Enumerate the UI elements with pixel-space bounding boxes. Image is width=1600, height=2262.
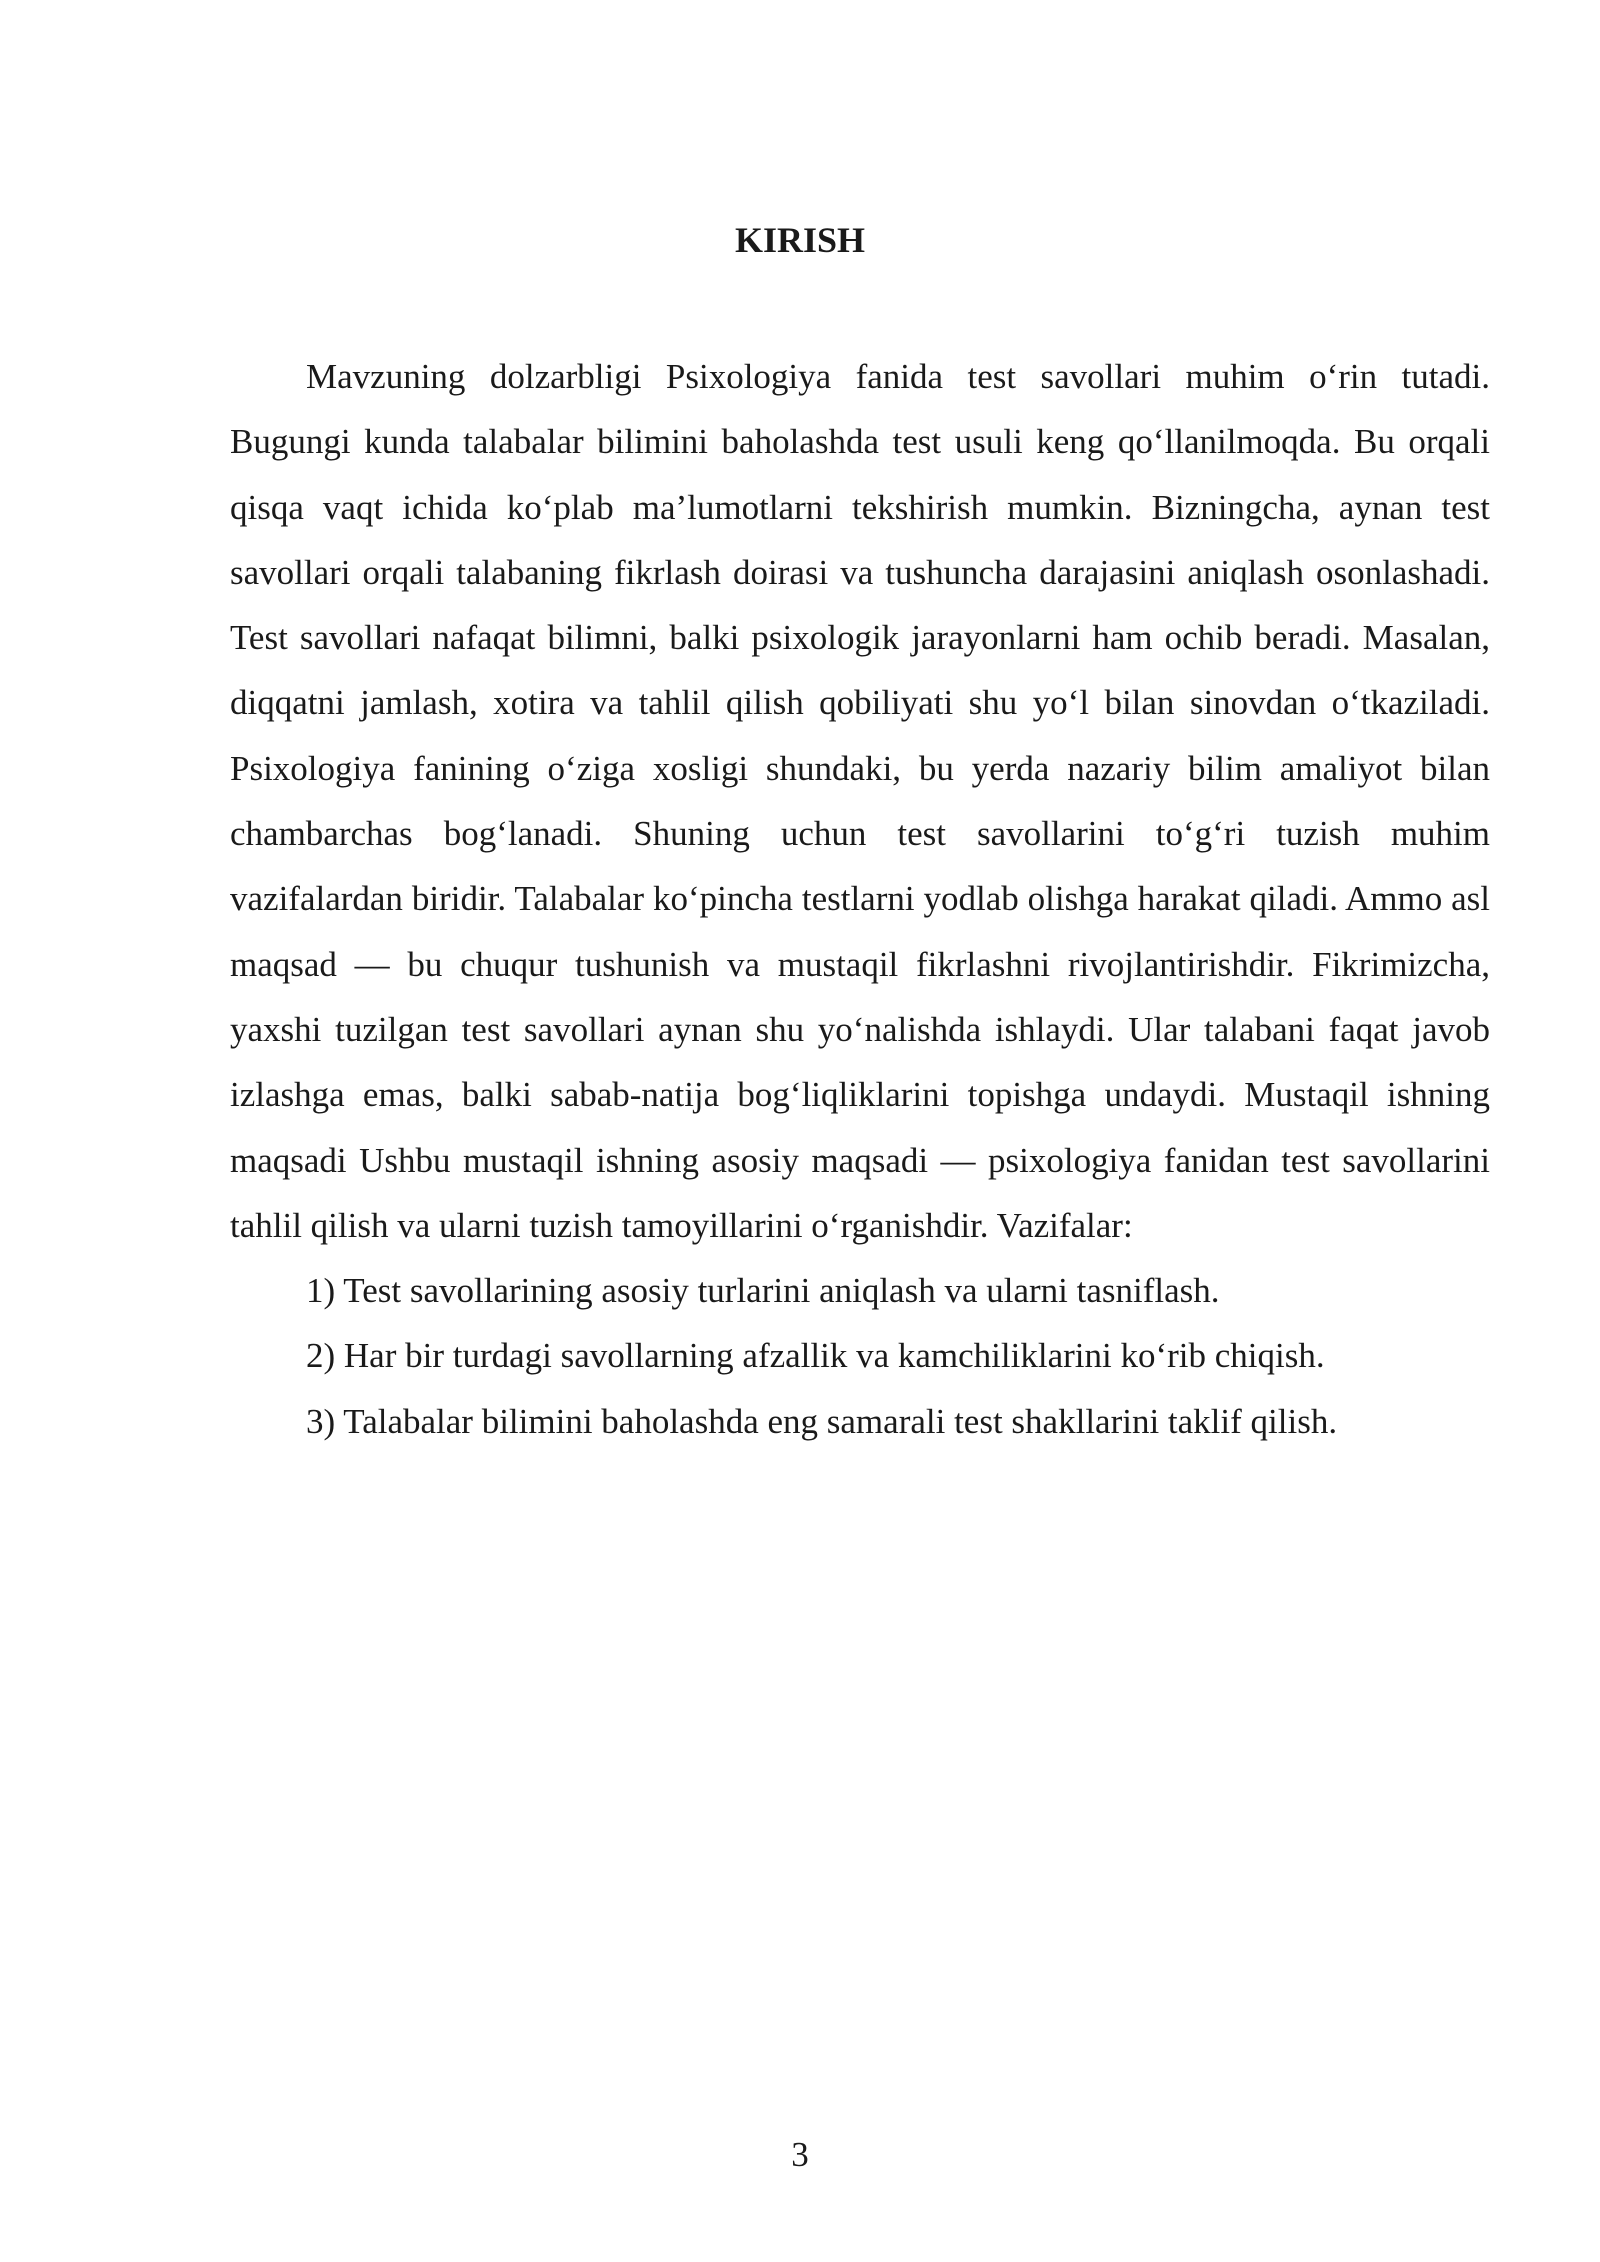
task-item-2: 2) Har bir turdagi savollarning afzallik va kamchiliklarini ko‘rib chiqish.	[306, 1336, 1325, 1376]
task-item-1: 1) Test savollarining asosiy turlarini aniqlash va ularni tasniflash.	[306, 1271, 1220, 1311]
page-number: 3	[791, 2135, 809, 2174]
body-text	[230, 344, 1490, 1454]
section-title: KIRISH	[734, 220, 866, 260]
task-item-3: 3) Talabalar bilimini baholashda eng samarali test shakllarini taklif qilish.	[306, 1401, 1338, 1441]
intro-paragraph: Mavzuning dolzarbligi Psixologiya fanida test savollari muhim o‘rin tutadi. Bugungi kunda talabalar bilimini baholashda test usuli keng qo‘llanilmoqda. Bu orqali qisqa vaqt ichida ko‘plab ma’lumotlarni tekshirish mumkin. Bizningcha, aynan test savollari orqali talabaning fikrlash doirasi va tushuncha darajasini aniqlash osonlashadi. Test savollari nafaqat bilimni, balki psixologik jarayonlarni ham ochib beradi. Masalan, diqqatni jamlash, xotira va tahlil qilish qobiliyati shu yo‘l bilan sinovdan o‘tkaziladi. Psixologiya fanining o‘ziga xosligi shundaki, bu yerda nazariy bilim amaliyot bilan chambarchas bog‘lanadi. Shuning uchun test savollarini to‘g‘ri tuzish muhim vazifalardan biridir. Talabalar ko‘pincha testlarni yodlab olishga harakat qiladi. Ammo asl maqsad — bu chuqur tushunish va mustaqil fikrlashni rivojlantirishdir. Fikrimizcha, yaxshi tuzilgan test savollari aynan shu yo‘nalishda ishlaydi. Ular talabani faqat javob izlashga emas, balki sabab-natija bog‘liqliklarini topishga undaydi. Mustaqil ishning maqsadi Ushbu mustaqil ishning asosiy maqsadi — psixologiya fanidan test savollarini tahlil qilish va ularni tuzish tamoyillarini o‘rganishdir. Vazifalar:	[230, 357, 1490, 1245]
